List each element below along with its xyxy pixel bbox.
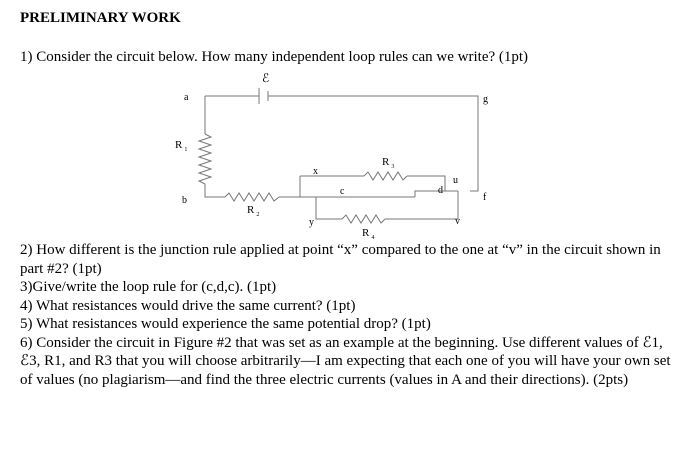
node-u: u [453,175,458,186]
wire-r4-v [385,191,458,219]
left-wire-bottom [205,184,225,197]
resistor-r4 [342,215,385,223]
label-r4: R $_4$ [362,227,375,241]
question-3: 3)Give/write the loop rule for (c,d,c). (1pt) [20,279,277,295]
node-d: d [438,185,443,196]
label-r2: R $_2$ [247,204,260,218]
wire-to-d [415,191,458,197]
node-y: y [309,217,314,228]
node-x: x [313,166,318,177]
wire-r3-u [407,176,458,191]
node-v: v [455,216,460,227]
node-g: g [483,94,488,105]
question-6: 6) Consider the circuit in Figure #2 that was set as an example at the beginning. Use different values of ℰ1, ℰ3, R1, and R3 that you will choose arbitrarily—I am expecting that each one of you will have your own set of values (no plagiarism—and find the three electric currents (values in A and their directions). (2pts) [20,334,671,388]
resistor-r1 [199,134,211,184]
question-2: 2) How different is the junction rule applied at point “x” compared to the one at “v” in the circuit shown in part #2? (1pt) [20,242,661,277]
node-f: f [483,192,487,203]
page-title: PRELIMINARY WORK [20,10,181,26]
question-5: 5) What resistances would experience the same potential drop? (1pt) [20,316,431,332]
wire-y [316,197,342,219]
question-4: 4) What resistances would drive the same current? (1pt) [20,297,356,314]
label-r3: R $_3$ [382,156,395,170]
node-c: c [340,186,345,197]
questions-list [20,241,680,389]
node-b: b [182,195,187,206]
node-a: a [184,92,189,103]
question-1: 1) Consider the circuit below. How many independent loop rules can we write? (1pt) [20,49,529,65]
wire-r2-x [279,176,336,197]
resistor-r3 [364,172,407,180]
resistor-r2 [225,193,279,201]
emf-label: ℰ [262,71,270,85]
label-r1: R $_1$ [175,139,188,153]
